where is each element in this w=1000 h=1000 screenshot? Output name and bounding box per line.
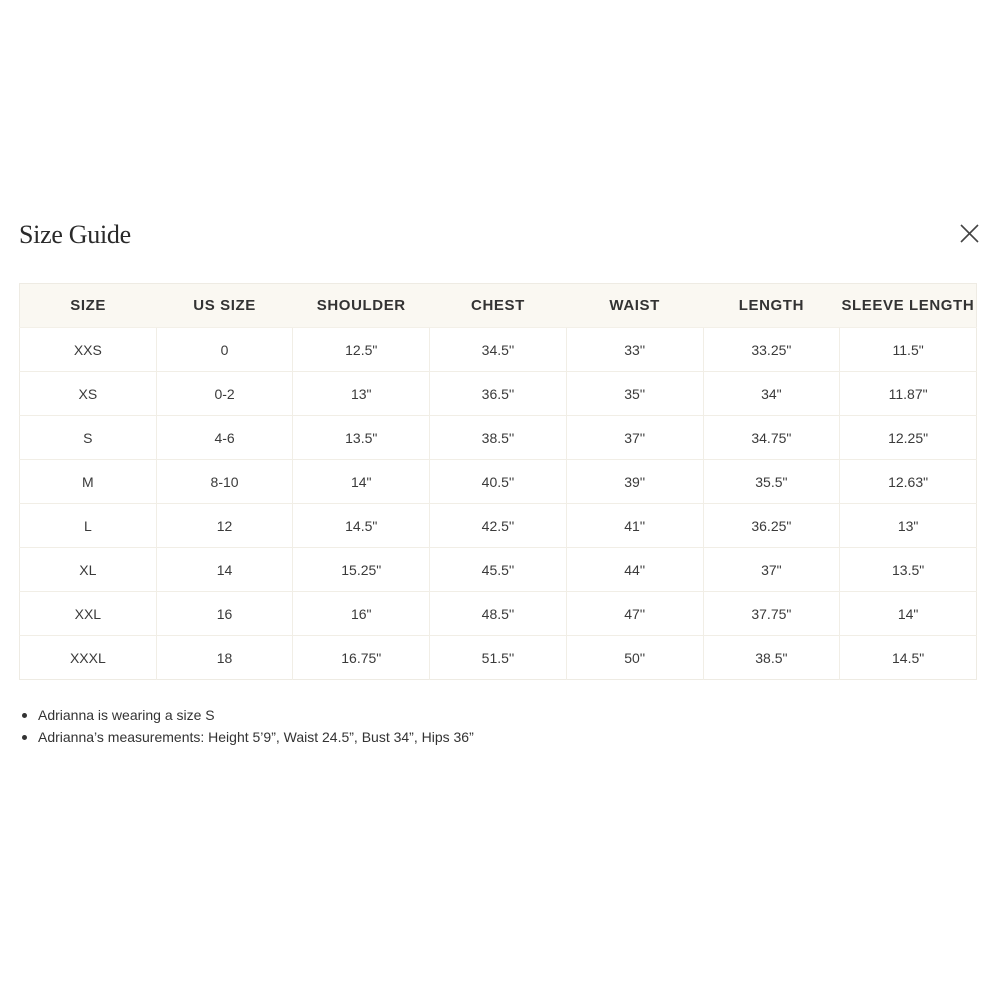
table-cell: 42.5''	[430, 504, 567, 548]
table-cell: 38.5"	[703, 636, 840, 680]
table-cell: 8-10	[156, 460, 293, 504]
table-cell: 0-2	[156, 372, 293, 416]
table-cell: 34.75"	[703, 416, 840, 460]
table-cell: 51.5''	[430, 636, 567, 680]
column-header-sleeve-length: SLEEVE LENGTH	[840, 284, 977, 328]
table-cell: 37"	[703, 548, 840, 592]
table-cell: 35''	[566, 372, 703, 416]
table-cell: 16"	[293, 592, 430, 636]
table-cell: 13.5"	[293, 416, 430, 460]
table-row	[20, 504, 977, 548]
table-row	[20, 636, 977, 680]
column-header-size: SIZE	[20, 284, 157, 328]
model-notes	[19, 704, 474, 748]
table-cell: 14	[156, 548, 293, 592]
table-cell: 37''	[566, 416, 703, 460]
table-cell: 34"	[703, 372, 840, 416]
table-cell: XXXL	[20, 636, 157, 680]
table-cell: 33.25"	[703, 328, 840, 372]
table-row	[20, 548, 977, 592]
table-cell: 40.5''	[430, 460, 567, 504]
table-cell: 12.63"	[840, 460, 977, 504]
table-cell: 48.5''	[430, 592, 567, 636]
table-cell: 44''	[566, 548, 703, 592]
table-cell: 0	[156, 328, 293, 372]
table-row	[20, 416, 977, 460]
table-cell: 12.25"	[840, 416, 977, 460]
bullet-icon	[22, 713, 27, 718]
table-cell: 11.87"	[840, 372, 977, 416]
table-cell: 12.5"	[293, 328, 430, 372]
table-cell: 37.75"	[703, 592, 840, 636]
note-text: Adrianna’s measurements: Height 5’9”, Waist 24.5”, Bust 34”, Hips 36”	[38, 729, 474, 745]
table-cell: 41''	[566, 504, 703, 548]
column-header-us-size: US SIZE	[156, 284, 293, 328]
table-cell: 11.5"	[840, 328, 977, 372]
table-header-row	[20, 284, 977, 328]
table-row	[20, 460, 977, 504]
table-cell: 4-6	[156, 416, 293, 460]
table-cell: 12	[156, 504, 293, 548]
table-cell: XS	[20, 372, 157, 416]
table-cell: M	[20, 460, 157, 504]
column-header-length: LENGTH	[703, 284, 840, 328]
close-icon	[952, 216, 986, 250]
table-cell: L	[20, 504, 157, 548]
table-cell: 47''	[566, 592, 703, 636]
table-cell: 38.5''	[430, 416, 567, 460]
size-table-container	[19, 283, 977, 680]
table-cell: 14.5"	[293, 504, 430, 548]
table-cell: 45.5''	[430, 548, 567, 592]
table-cell: 14.5"	[840, 636, 977, 680]
table-row	[20, 328, 977, 372]
table-cell: 36.5''	[430, 372, 567, 416]
table-cell: 33''	[566, 328, 703, 372]
column-header-chest: CHEST	[430, 284, 567, 328]
table-cell: 36.25"	[703, 504, 840, 548]
table-cell: 13.5"	[840, 548, 977, 592]
note-text: Adrianna is wearing a size S	[38, 707, 215, 723]
table-cell: XXS	[20, 328, 157, 372]
modal-title: Size Guide	[19, 220, 131, 249]
close-button[interactable]	[952, 216, 986, 250]
note-item	[19, 704, 474, 726]
table-cell: 39''	[566, 460, 703, 504]
note-item	[19, 726, 474, 748]
table-cell: XXL	[20, 592, 157, 636]
table-body	[20, 328, 977, 680]
bullet-icon	[22, 735, 27, 740]
table-cell: 18	[156, 636, 293, 680]
table-cell: 16	[156, 592, 293, 636]
table-cell: 14"	[840, 592, 977, 636]
table-cell: 34.5''	[430, 328, 567, 372]
size-table	[19, 283, 977, 680]
table-cell: 50''	[566, 636, 703, 680]
table-cell: 13"	[293, 372, 430, 416]
column-header-waist: WAIST	[566, 284, 703, 328]
table-cell: S	[20, 416, 157, 460]
table-cell: 16.75"	[293, 636, 430, 680]
table-row	[20, 592, 977, 636]
table-cell: 14"	[293, 460, 430, 504]
table-cell: 13"	[840, 504, 977, 548]
table-row	[20, 372, 977, 416]
table-cell: 15.25"	[293, 548, 430, 592]
column-header-shoulder: SHOULDER	[293, 284, 430, 328]
table-cell: 35.5"	[703, 460, 840, 504]
table-cell: XL	[20, 548, 157, 592]
